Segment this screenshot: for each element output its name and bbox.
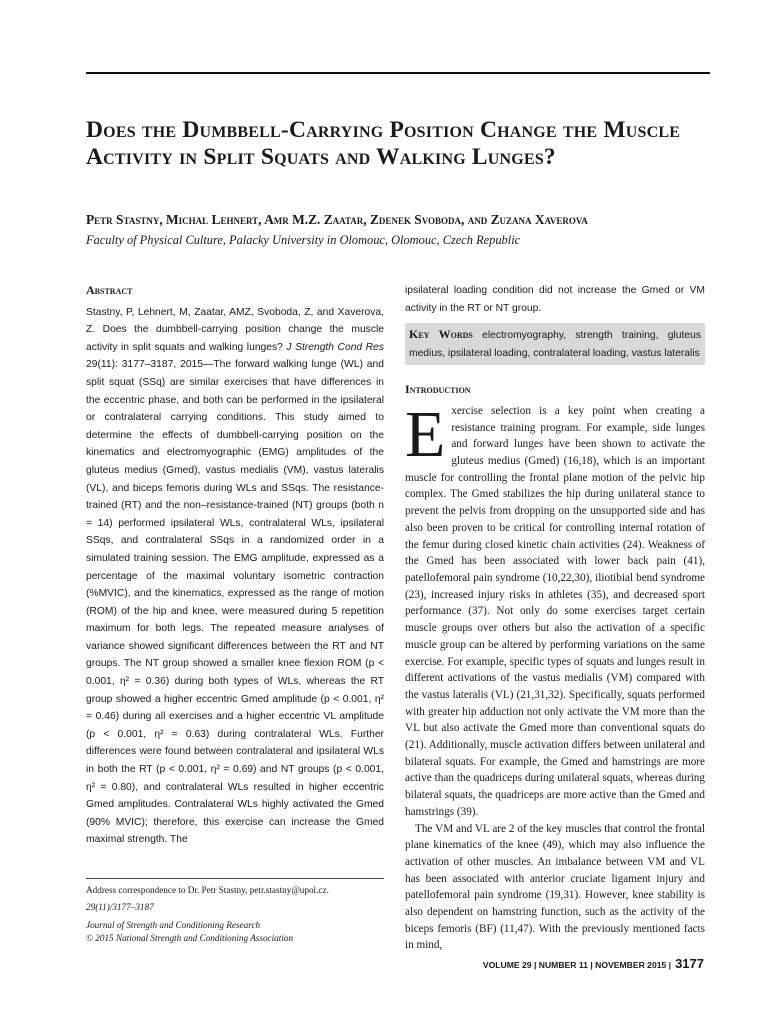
introduction-paragraph-1 (405, 397, 705, 821)
abstract-text (86, 304, 384, 849)
right-column (405, 282, 705, 954)
issue-info: VOLUME 29 | NUMBER 11 | NOVEMBER 2015 | (482, 960, 672, 970)
article-title: Does the Dumbbell-Carrying Position Change the Muscle Activity in Split Squats and Walking Lunges? (86, 117, 681, 170)
correspondence-note: Address correspondence to Dr. Petr Stastny, petr.stastny@upol.cz. (86, 885, 329, 895)
page-footer (483, 956, 704, 971)
author-list: Petr Stastny, Michal Lehnert, Amr M.Z. Zaatar, Zdenek Svoboda, and Zuzana Xaverova (86, 212, 588, 227)
footnotes (86, 884, 386, 950)
drop-cap: E (405, 397, 446, 471)
abstract-journal: J Strength Cond Res (286, 341, 384, 353)
keywords-text: electromyography, strength training, gluteus medius, ipsilateral loading, contralateral loading, vastus lateralis (409, 330, 701, 359)
left-column (86, 282, 384, 849)
abstract-body: 29(11): 3177–3187, 2015—The forward walking lunge (WL) and split squat (SSq) are similar exercises that have differences in the eccentric phase, and both can be performed in the ipsilateral or contralateral carrying conditions. This study aimed to determine the effects of dumbbell-carrying position on the kinematics and electromyographic (EMG) amplitudes of the gluteus medius (Gmed), vastus medialis (VM), vastus lateralis (VL), and biceps femoris during WLs and SSqs. The resistance-trained (RT) and the non–resistance-trained (NT) groups (both n = 14) performed ipsilateral WLs, contralateral WLs, ipsilateral SSqs, and contralateral SSqs in a randomized order in a simulated training session. The EMG amplitude, expressed as a percentage of the maximal voluntary isometric contraction (%MVIC), and the kinematics, expressed as the range of motion (ROM) of the hip and knee, were measured during 5 repetition maximum for both legs. The repeated measure analyses of variance showed significant differences between the RT and NT groups. The NT group showed a smaller knee flexion ROM (p < 0.001, η² = 0.36) during both types of WLs, whereas the RT group showed a higher eccentric Gmed amplitude (p < 0.001, η² = 0.46) during all exercises and a higher eccentric VL amplitude (p < 0.001, η² = 0.63) during contralateral WLs. Further differences were found between contralateral and ipsilateral WLs in both the RT (p < 0.001, η² = 0.69) and NT groups (p < 0.001, η² = 0.80), and contralateral WLs resulted in higher eccentric Gmed amplitudes. Contralateral WLs highly activated the Gmed (90% MVIC); therefore, this exercise can increase the Gmed maximal strength. The (86, 359, 384, 846)
page-number: 3177 (675, 956, 704, 971)
keywords-box (405, 323, 705, 365)
footnote-rule (86, 878, 384, 879)
abstract-continued: ipsilateral loading condition did not increase the Gmed or VM activity in the RT or NT group. (405, 285, 705, 314)
volume-pages: 29(11)/3177–3187 (86, 902, 154, 913)
abstract-citation: Stastny, P, Lehnert, M, Zaatar, AMZ, Svoboda, Z, and Xaverova, Z. Does the dumbbell-carrying position change the muscle activity in split squats and walking lunges? (86, 306, 384, 353)
journal-name: Journal of Strength and Conditioning Research (86, 919, 261, 930)
introduction-text-1: xercise selection is a key point when creating a resistance training program. For example, side lunges and forward lunges have been shown to activate the gluteus medius (Gmed) (16,18), which is an important muscle for controlling the frontal plane motion of the pelvic hip complex. The Gmed stabilizes the hip during unilateral stance to prevent the pelvis from dropping on the unsupported side and has also been proven to be critical for controlling internal rotation of the femur during closed kinetic chain activities (24). Weakness of the Gmed has been associated with lower back pain (41), patellofemoral pain syndrome (10,22,30), iliotibial bend syndrome (23), increased injury risks in athletes (35), and decreased sport performance (37). Not only do some exercises target certain muscle groups over others but also the activation of a specific muscle group can be altered by performing variations on the same exercise. For example, specific types of squats and lunges result in different activations of the vastus medialis (VM) compared with the vastus lateralis (VL) (21,31,32). Specifically, squats performed with greater hip adduction not only activate the VM more than the VL but also activate the Gmed more than conventional squats do (21). Additionally, muscle activation differs between unilateral and bilateral squats. For example, the Gmed and hamstrings are more active than the quadriceps during unilateral squats, whereas during bilateral squats, the quadriceps are more active than the Gmed and hamstrings (39). (405, 404, 705, 818)
introduction-paragraph-2: The VM and VL are 2 of the key muscles that control the frontal plane kinematics of the knee (49), which may also influence the activation of other muscles. An imbalance between VM and VL has been associated with anterior cruciate ligament injury and patellofemoral pain syndrome (19,31). However, knee stability is also dependent on hamstring function, such as the activity of the biceps femoris (BF) (11,47). With the previously mentioned facts in mind, (405, 822, 705, 952)
copyright-note: © 2015 National Strength and Conditioning Association (86, 933, 294, 944)
keywords-label: Key Words (409, 327, 473, 342)
introduction-heading: Introduction (405, 382, 471, 397)
top-rule (86, 72, 710, 74)
affiliation: Faculty of Physical Culture, Palacky University in Olomouc, Olomouc, Czech Republic (86, 233, 521, 247)
abstract-heading: Abstract (86, 283, 133, 297)
journal-info (86, 919, 386, 932)
